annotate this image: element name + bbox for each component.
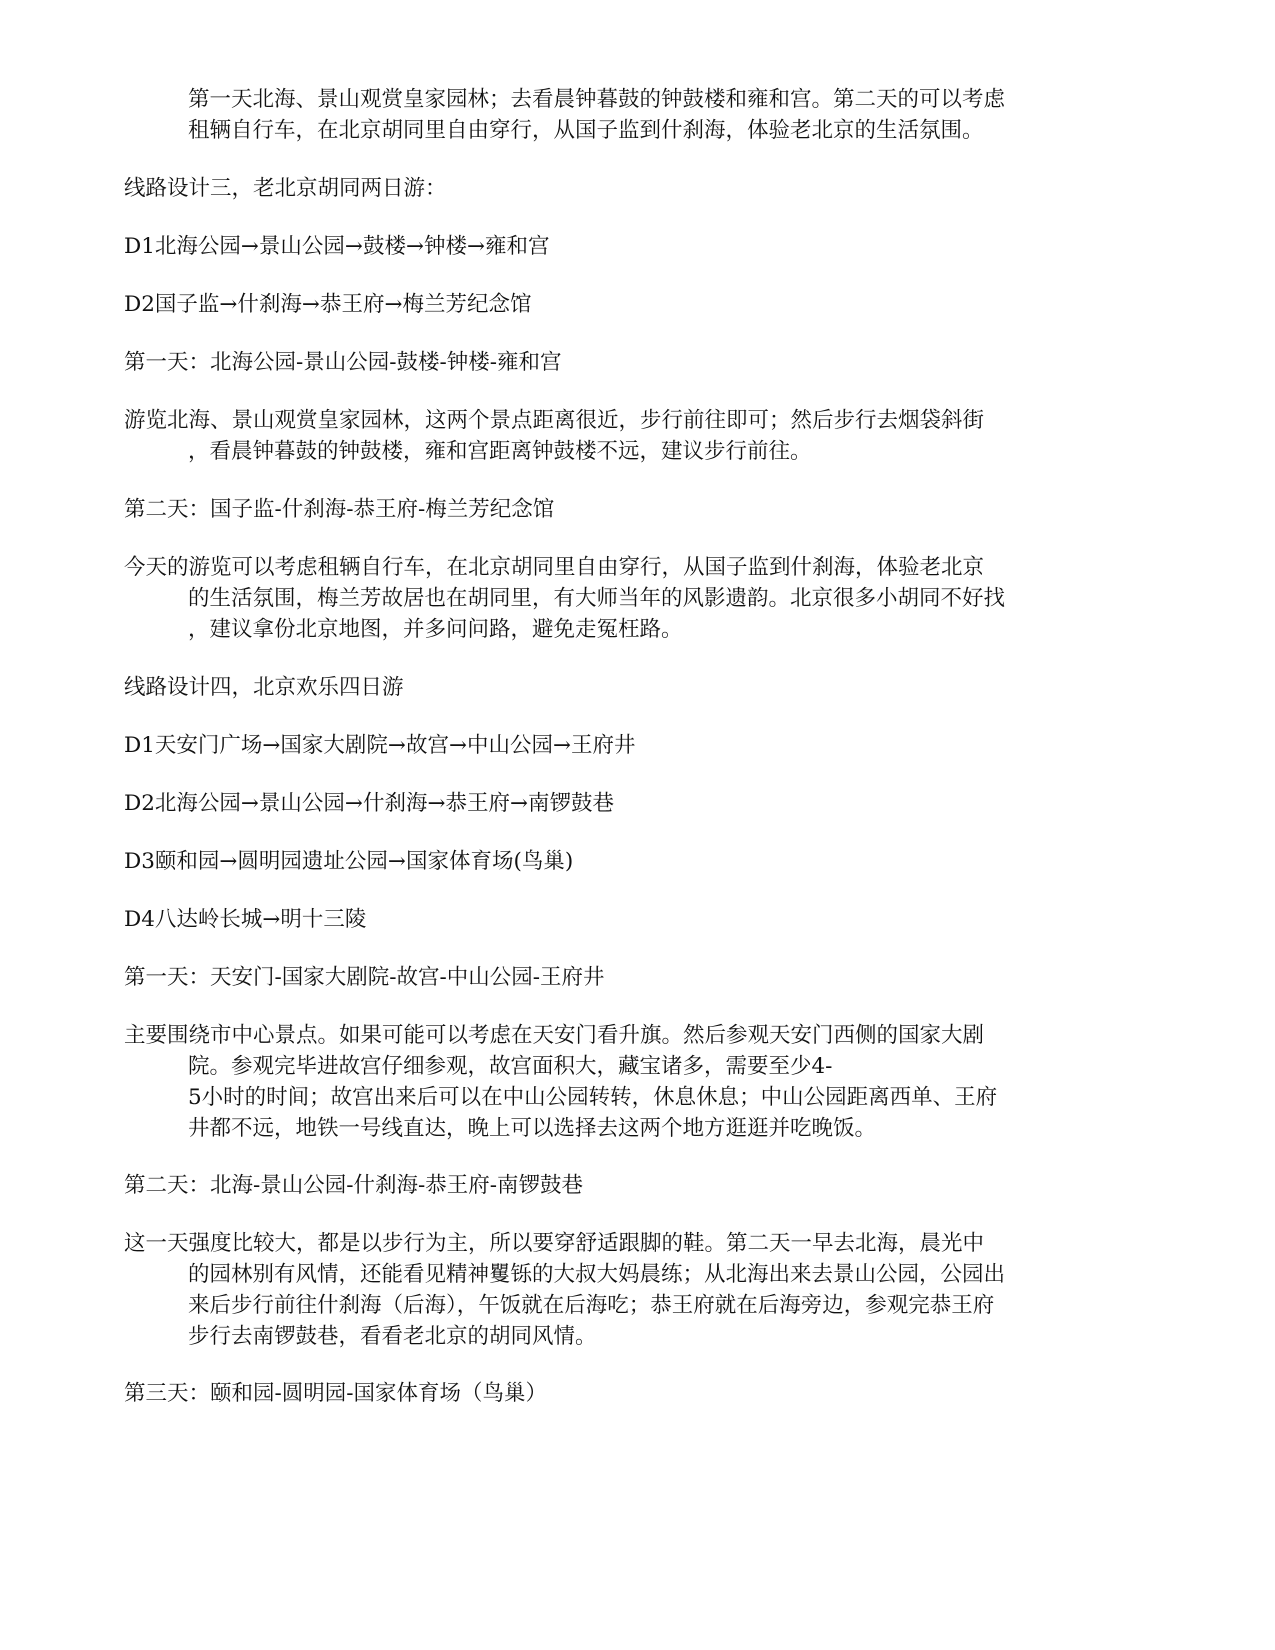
route-four-day-1 [124, 730, 1134, 761]
paragraph-line: D2国子监→什刹海→恭王府→梅兰芳纪念馆 [124, 292, 532, 317]
route-four-day-4 [124, 904, 1134, 935]
paragraph-line: 的园林别有风情，还能看见精神矍铄的大叔大妈晨练；从北海出来去景山公园，公园出 [188, 1262, 1006, 1287]
paragraph-1 [124, 84, 1134, 146]
paragraph-line: 第二天：北海-景山公园-什刹海-恭王府-南锣鼓巷 [124, 1173, 584, 1198]
paragraph-line: 第一天北海、景山观赏皇家园林；去看晨钟暮鼓的钟鼓楼和雍和宫。第二天的可以考虑 [188, 87, 1006, 112]
route-day-1 [124, 231, 1134, 262]
heading-route-three [124, 173, 1134, 204]
route-four-day-two-description [124, 1228, 1134, 1352]
day-one-heading [124, 347, 1134, 378]
paragraph-line: D4八达岭长城→明十三陵 [124, 907, 367, 932]
route-four-day-one-description [124, 1020, 1134, 1144]
paragraph-line: 游览北海、景山观赏皇家园林，这两个景点距离很近，步行前往即可；然后步行去烟袋斜街 [124, 408, 985, 433]
route-four-day-three-heading [124, 1378, 1134, 1409]
paragraph-line: 主要围绕市中心景点。如果可能可以考虑在天安门看升旗。然后参观天安门西侧的国家大剧 [124, 1023, 985, 1048]
paragraph-line: 第三天：颐和园-圆明园-国家体育场（鸟巢） [124, 1381, 548, 1406]
route-four-day-one-heading [124, 962, 1134, 993]
paragraph-line: 线路设计三，老北京胡同两日游： [124, 176, 447, 201]
paragraph-line: 线路设计四，北京欢乐四日游 [124, 675, 404, 700]
paragraph-line: 井都不远，地铁一号线直达，晚上可以选择去这两个地方逛逛并吃晚饭。 [188, 1116, 877, 1141]
paragraph-line: 5小时的时间；故宫出来后可以在中山公园转转，休息休息；中山公园距离西单、王府 [188, 1085, 998, 1110]
paragraph-line: D3颐和园→圆明园遗址公园→国家体育场(鸟巢) [124, 849, 574, 874]
paragraph-line: D1天安门广场→国家大剧院→故宫→中山公园→王府井 [124, 733, 636, 758]
paragraph-line: 这一天强度比较大，都是以步行为主，所以要穿舒适跟脚的鞋。第二天一早去北海，晨光中 [124, 1231, 985, 1256]
paragraph-line: 第一天：北海公园-景山公园-鼓楼-钟楼-雍和宫 [124, 350, 562, 375]
paragraph-line: 来后步行前往什刹海（后海），午饭就在后海吃；恭王府就在后海旁边，参观完恭王府 [188, 1293, 995, 1318]
route-day-2 [124, 289, 1134, 320]
paragraph-line: ，看晨钟暮鼓的钟鼓楼，雍和宫距离钟鼓楼不远，建议步行前往。 [188, 439, 812, 464]
day-two-heading [124, 494, 1134, 525]
paragraph-line: 院。参观完毕进故宫仔细参观，故宫面积大，藏宝诸多，需要至少4- [188, 1054, 833, 1079]
paragraph-line: 步行去南锣鼓巷，看看老北京的胡同风情。 [188, 1324, 597, 1349]
paragraph-line: ，建议拿份北京地图，并多问问路，避免走冤枉路。 [188, 617, 683, 642]
paragraph-line: 第二天：国子监-什刹海-恭王府-梅兰芳纪念馆 [124, 497, 555, 522]
paragraph-line: 的生活氛围，梅兰芳故居也在胡同里，有大师当年的风影遗韵。北京很多小胡同不好找 [188, 586, 1006, 611]
route-four-day-two-heading [124, 1170, 1134, 1201]
route-four-day-3 [124, 846, 1134, 877]
paragraph-line: 租辆自行车，在北京胡同里自由穿行，从国子监到什刹海，体验老北京的生活氛围。 [188, 118, 984, 143]
paragraph-line: D2北海公园→景山公园→什刹海→恭王府→南锣鼓巷 [124, 791, 614, 816]
day-one-description [124, 405, 1134, 467]
route-four-day-2 [124, 788, 1134, 819]
day-two-description [124, 552, 1134, 645]
heading-route-four [124, 672, 1134, 703]
paragraph-line: 今天的游览可以考虑租辆自行车，在北京胡同里自由穿行，从国子监到什刹海，体验老北京 [124, 555, 985, 580]
paragraph-line: 第一天：天安门-国家大剧院-故宫-中山公园-王府井 [124, 965, 605, 990]
paragraph-line: D1北海公园→景山公园→鼓楼→钟楼→雍和宫 [124, 234, 550, 259]
